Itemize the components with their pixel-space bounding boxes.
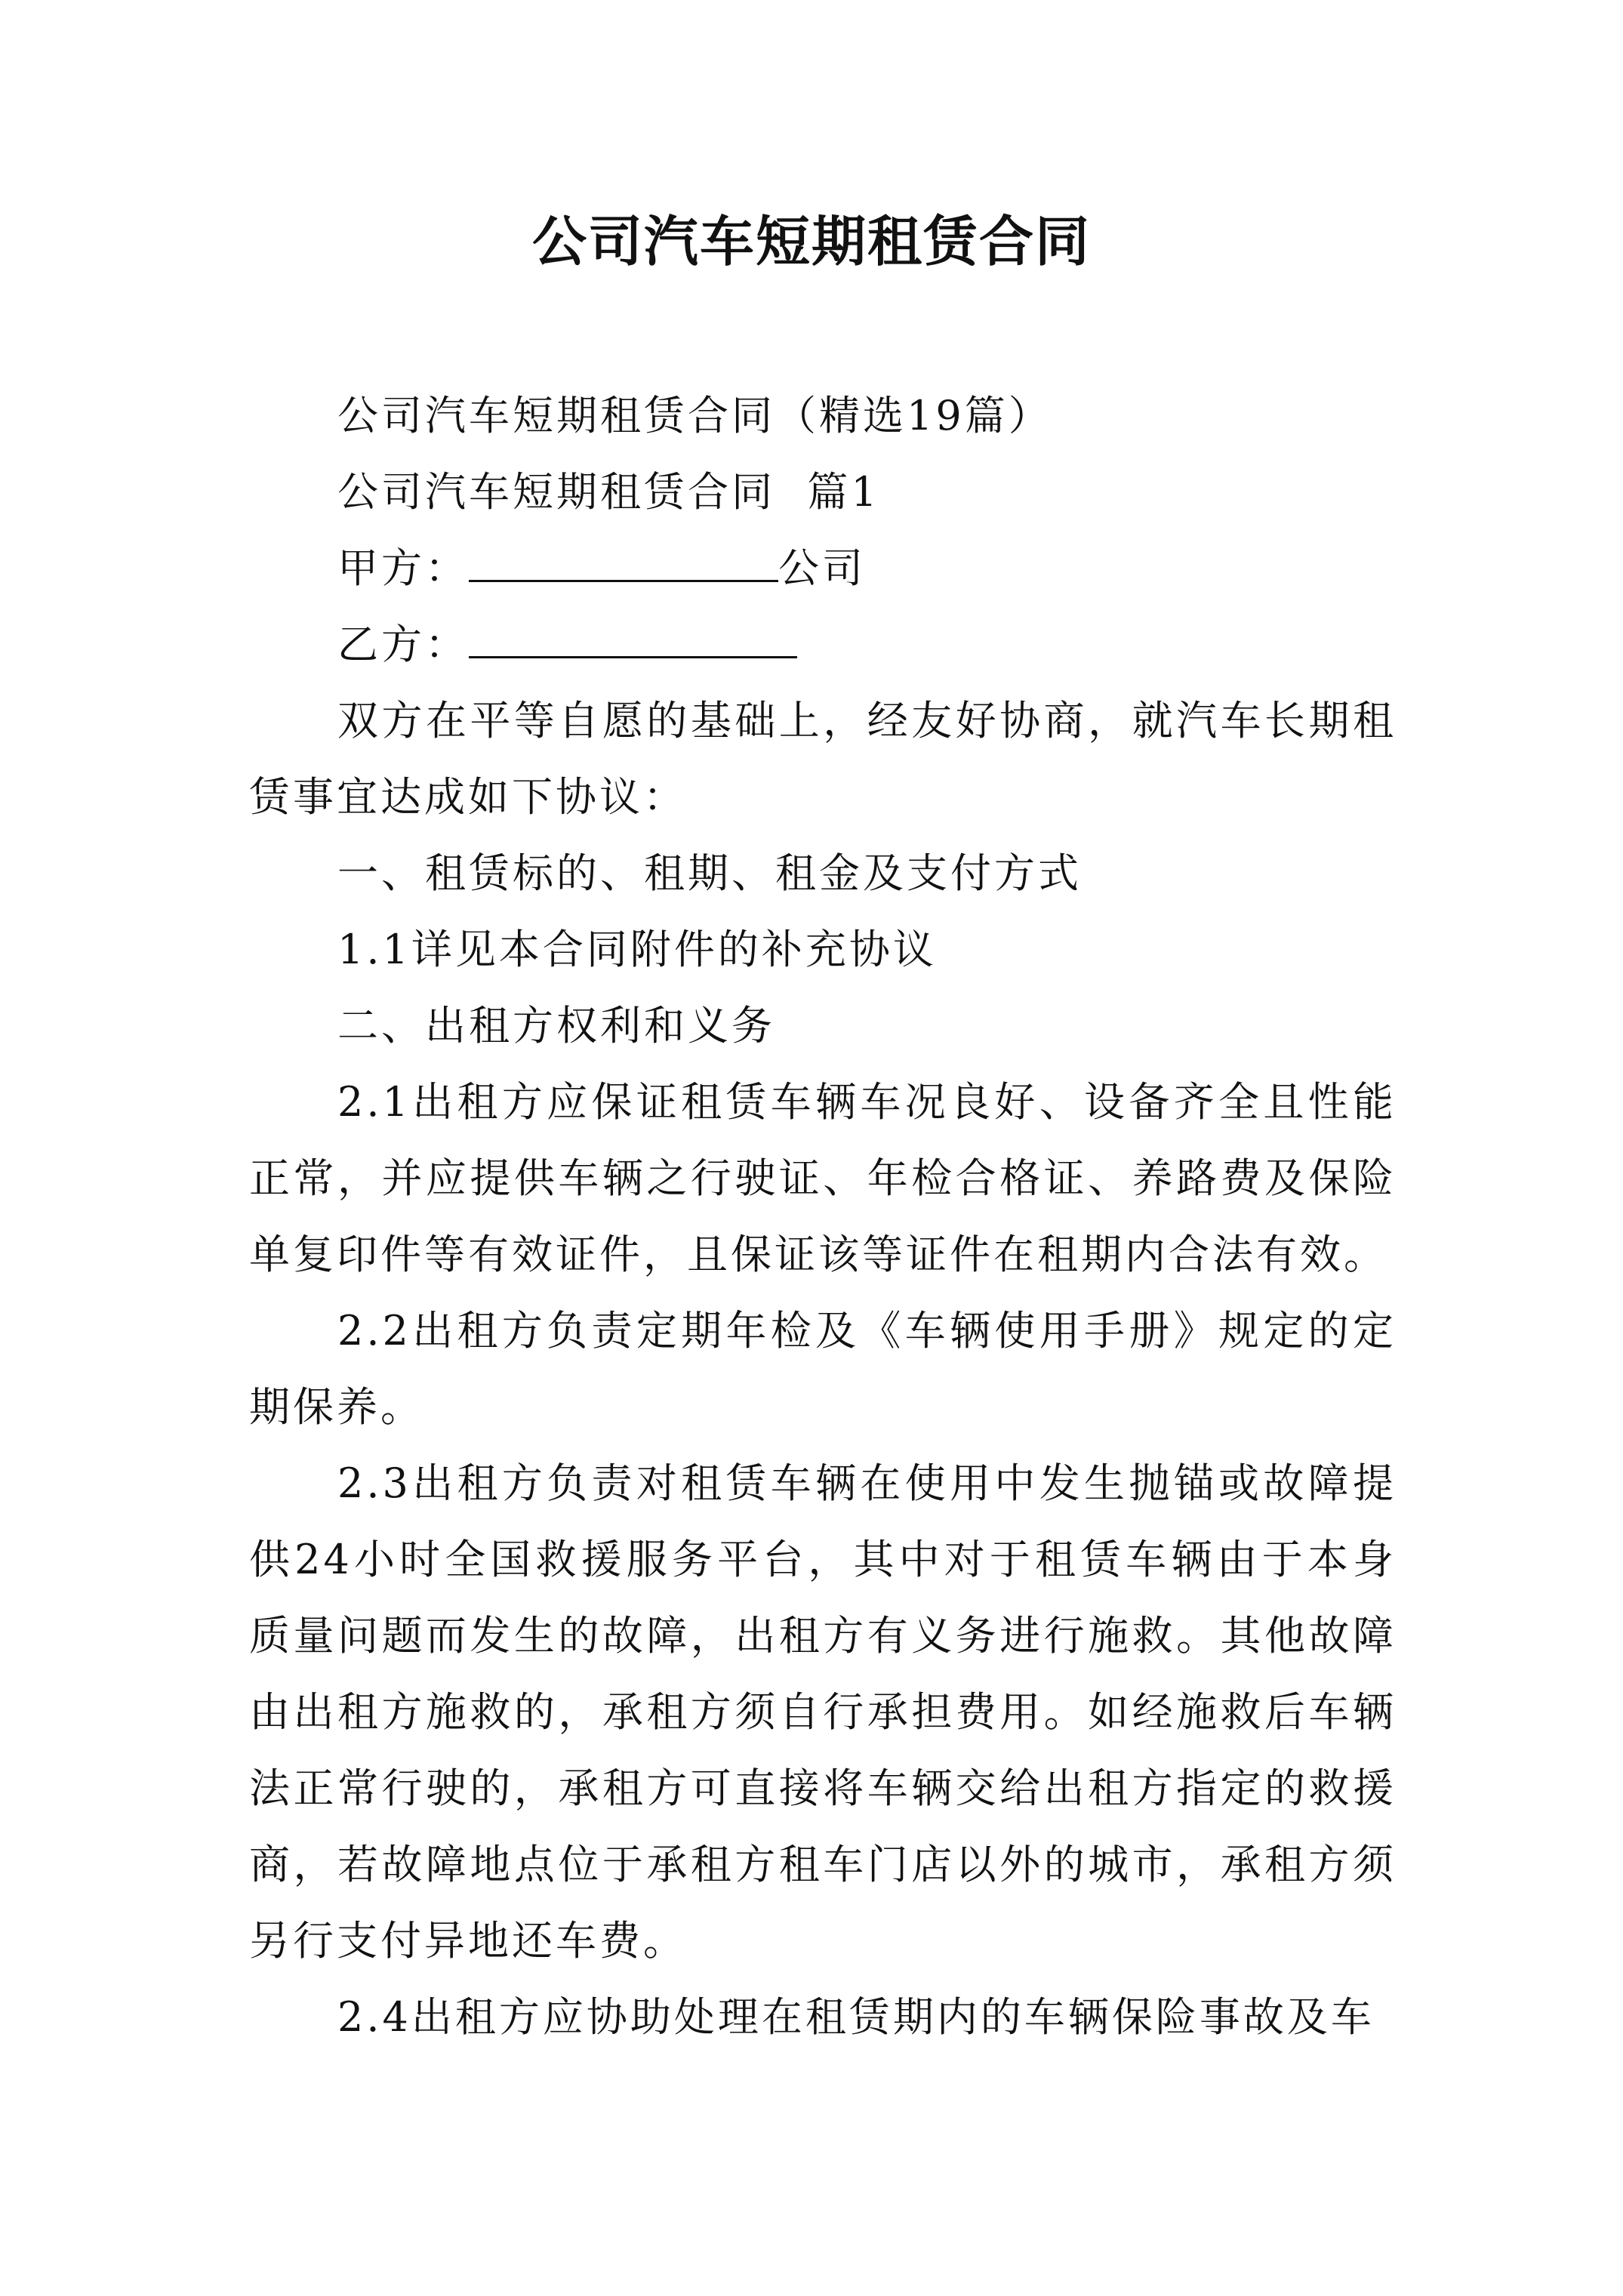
party-b-blank	[469, 609, 797, 658]
party-a-line	[249, 530, 1397, 606]
part-heading: 公司汽车短期租赁合同 篇1	[337, 468, 880, 516]
document-body	[249, 378, 1397, 2055]
paragraph-preamble: 双方在平等自愿的基础上，经友好协商，就汽车长期租赁事宜达成如下协议：	[249, 697, 1397, 821]
section-heading-2: 二、出租方权利和义务	[337, 1002, 775, 1049]
clause-2-1: 2.1出租方应保证租赁车辆车况良好、设备齐全且性能正常，并应提供车辆之行驶证、年检合格证、养路费及保险单复印件等有效证件，且保证该等证件在租期内合法有效。	[249, 1078, 1397, 1278]
document-subtitle: 公司汽车短期租赁合同（精选19篇）	[337, 392, 1052, 439]
clause-2-2: 2.2出租方负责定期年检及《车辆使用手册》规定的定期保养。	[249, 1307, 1397, 1431]
party-a-blank	[469, 533, 778, 582]
clause-1-1: 1.1详见本合同附件的补充协议	[337, 926, 937, 973]
clause-2-4: 2.4出租方应协助处理在租赁期内的车辆保险事故及车	[337, 1993, 1375, 2041]
party-a-label: 甲方：	[337, 544, 469, 592]
document-title: 公司汽车短期租赁合同	[531, 209, 1091, 273]
party-a-suffix: 公司	[778, 544, 866, 592]
party-b-label: 乙方：	[337, 621, 469, 668]
clause-2-3: 2.3出租方负责对租赁车辆在使用中发生抛锚或故障提供24小时全国救援服务平台，其中对于租赁车辆由于本身质量问题而发生的故障，出租方有义务进行施救。其他故障由出租方施救的，承租方须自行承担费用。如经施救后车辆法正常行驶的，承租方可直接将车辆交给出租方指定的救援商，若故障地点位于承租方租车门店以外的城市，承租方须另行支付异地还车费。	[249, 1459, 1397, 1965]
party-b-line	[249, 606, 1397, 683]
section-heading-1: 一、租赁标的、租期、租金及支付方式	[337, 849, 1082, 897]
